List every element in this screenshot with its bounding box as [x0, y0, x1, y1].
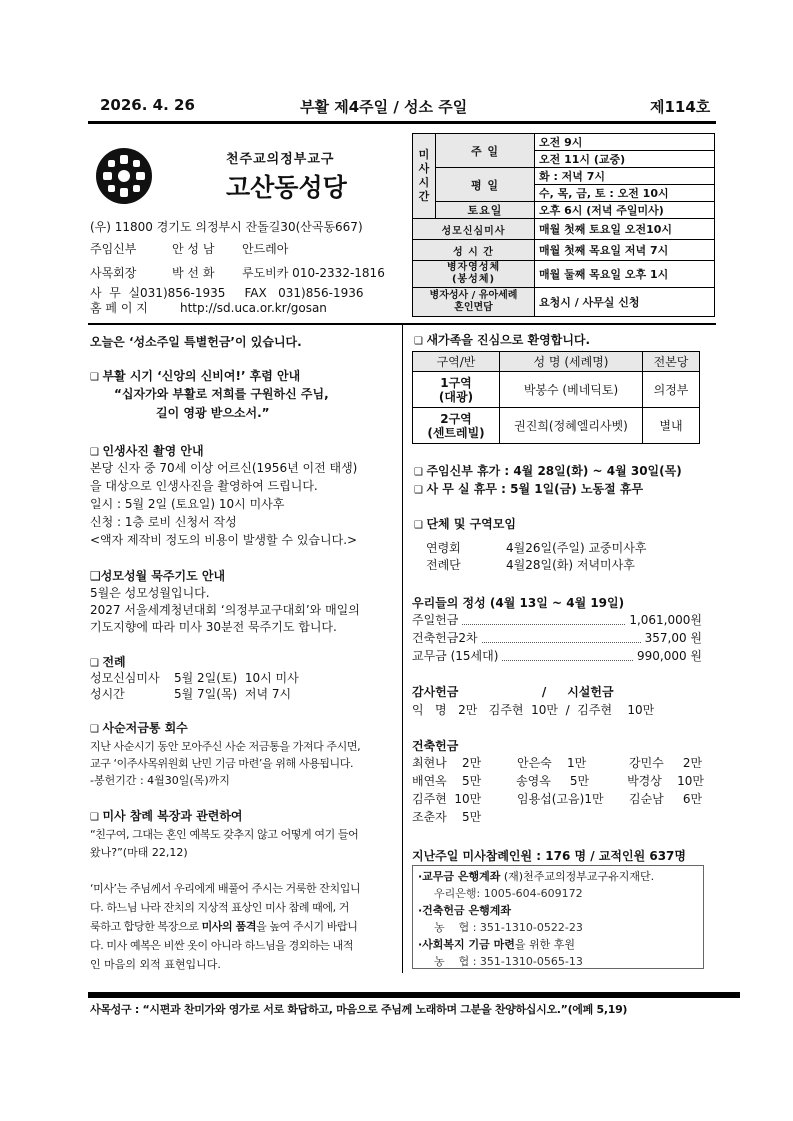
lent-line-3: -봉헌기간 : 4월30일(목)까지 [90, 774, 230, 787]
liturgy-item-1-time: 5월 2일(토) 10시 미사 [174, 671, 299, 685]
chair-info: 루도비카 010-2332-1816 [242, 266, 385, 280]
offering-row: 교무금 (15세대) 990,000 원 [412, 649, 702, 663]
list-item: 김주현 10만 임용섭(고음)1만 김순남 6만 [412, 792, 703, 806]
new-family-heading: ❑ 새가족을 진심으로 환영합니다. [414, 332, 590, 350]
offering-heading: 우리들의 정성 (4월 13일 ~ 4월 19일) [412, 596, 625, 610]
offering-row: 건축헌금2차 357,00 원 [412, 631, 702, 645]
homepage-link[interactable]: http://sd.uca.or.kr/gosan [180, 301, 327, 315]
pastor-vacation: ❑ 주임신부 휴가 : 4월 28일(화) ~ 4월 30일(목) [414, 463, 682, 481]
family-col-name: 성 명 (세례명) [500, 352, 643, 372]
bank-3-account[interactable]: 농 협 : 351-1310-0565-13 [434, 955, 583, 968]
pastor-name: 안 성 남 [172, 242, 215, 256]
group-2-time: 4월28일(화) 저녁미사후 [506, 558, 635, 572]
parish-motto: 사목성구 : “시편과 찬미가와 영가로 서로 화답하고, 마음으로 주님께 노래하며 그분을 찬양하십시오.”(에페 5,19) [90, 1003, 628, 1016]
photo-line-1: 본당 신자 중 70세 이상 어르신(1956년 이전 태생) [90, 461, 358, 475]
group-meeting-heading: ❑ 단체 및 구역모임 [414, 516, 516, 534]
issue-title: 부활 제4주일 / 성소 주일 [300, 98, 468, 116]
rosary-line-1: 5월은 성모성월입니다. [90, 586, 210, 600]
offering-list [412, 612, 702, 666]
family-row-2-prev: 별내 [643, 408, 700, 444]
photo-line-2: 을 대상으로 인생사진을 촬영하여 드립니다. [90, 479, 318, 493]
diocese-name: 천주교의정부교구 [226, 152, 335, 167]
dress-line-2: 왔나?”(마태 22,12) [90, 846, 188, 859]
rosary-heading: ❑성모성월 묵주기도 안내 [90, 569, 226, 583]
list-item: 조춘자 5만 [412, 810, 482, 824]
bank-1-title: ·교무금 은행계좌 (재)천주교의정부교구유지재단. [418, 870, 655, 883]
mary-mass-label: 성모신심미사 [413, 219, 535, 240]
dress-line-7: 인 마음의 외적 표현입니다. [90, 958, 221, 971]
easter-quote-1: “십자가와 부활로 저희를 구원하신 주님, [114, 387, 329, 401]
saturday-mass: 오후 6시 (저녁 주일미사) [535, 202, 715, 219]
rosary-line-3: 기도지향에 따라 미사 30분전 묵주기도 합니다. [90, 620, 337, 634]
weekday-label: 평 일 [436, 168, 535, 202]
photo-line-4: 신청 : 1층 로비 신청서 작성 [90, 515, 237, 529]
list-item: 배연옥 5만 송영옥 5만 박경상 10만 [412, 774, 704, 788]
building-fund-list [412, 755, 704, 827]
sunday-mass-2: 오전 11시 (교중) [535, 151, 715, 168]
chair-name: 박 선 화 [172, 266, 215, 280]
parish-address: (우) 11800 경기도 의정부시 잔돌길30(산곡동667) [90, 220, 363, 234]
dress-line-1: “친구여, 그대는 혼인 예복도 갖추지 않고 어떻게 여기 들어 [90, 828, 359, 841]
saturday-label: 토요일 [436, 202, 535, 219]
liturgy-item-2-time: 5월 7일(목) 저녁 7시 [174, 687, 292, 701]
sick-communion-label: 병자영성체 (봉성체) [413, 261, 535, 288]
office-phone: 사 무 실031)856-1935 FAX 031)856-1936 [90, 286, 364, 300]
liturgy-heading: ❑ 전례 [90, 654, 126, 672]
sunday-mass-1: 오전 9시 [535, 134, 715, 151]
column-divider [402, 325, 403, 973]
homepage-label: 홈 페 이 지 [90, 301, 148, 315]
family-row-1-area: 1구역 (대광) [413, 372, 500, 408]
new-family-table [412, 351, 700, 444]
group-1-time: 4월26일(주일) 교중미사후 [506, 541, 647, 555]
special-offering-notice: 오늘은 ‘성소주일 특별헌금’이 있습니다. [90, 335, 302, 349]
liturgy-item-1-name: 성모신심미사 [90, 671, 160, 685]
weekday-mass-2: 수, 목, 금, 토 : 오전 10시 [535, 185, 715, 202]
group-2-name: 전례단 [426, 558, 461, 572]
parish-name: 고산동성당 [226, 173, 347, 202]
easter-heading: ❑ 부활 시기 ‘신앙의 신비여!’ 후렴 안내 [90, 368, 300, 386]
family-row-2-name: 권진희(정혜엘리사벳) [500, 408, 643, 444]
dress-line-5: 룩하고 합당한 복장으로 미사의 품격을 높여 주시기 바랍니 [90, 920, 358, 933]
dress-line-3: ‘미사’는 주님께서 우리에게 배풀어 주시는 거룩한 잔치입니 [90, 882, 361, 895]
bank-1-account[interactable]: 우리은행: 1005-604-609172 [434, 887, 583, 900]
mass-schedule-table [412, 133, 715, 317]
lent-box-heading: ❑ 사순저금통 회수 [90, 720, 188, 738]
pastor-label: 주임신부 [90, 242, 137, 256]
holy-hour-time: 매월 첫째 목요일 저녁 7시 [535, 240, 715, 261]
family-col-area: 구역/반 [413, 352, 500, 372]
dress-line-4: 다. 하느님 나라 잔치의 지상적 표상인 미사 참례 때에, 거 [90, 901, 350, 914]
dress-line-6: 다. 미사 예복은 비싼 옷이 아니라 하느님을 경외하는 내적 [90, 939, 354, 952]
lent-line-1: 지난 사순시기 동안 모아주신 사순 저금통을 가져다 주시면, [90, 740, 361, 753]
sacrament-label: 병자성사 / 유아세례 혼인면담 [413, 288, 535, 317]
building-fund-heading: 건축헌금 [412, 739, 459, 753]
photo-line-3: 일시 : 5월 2일 (토요일) 10시 미사후 [90, 497, 285, 511]
bank-2-title: ·건축헌금 은행계좌 [418, 904, 512, 917]
sick-communion-time: 매월 둘째 목요일 오후 1시 [535, 261, 715, 288]
issue-number: 제114호 [650, 98, 711, 116]
liturgy-item-2-name: 성시간 [90, 687, 125, 701]
offering-row: 주일헌금 1,061,000원 [412, 613, 702, 627]
family-row-1-prev: 의정부 [643, 372, 700, 408]
family-row-1-name: 박봉수 (베네딕토) [500, 372, 643, 408]
thanks-line: 익 명 2만 김주현 10만 / 김주현 10만 [412, 703, 655, 717]
holy-hour-label: 성 시 간 [413, 240, 535, 261]
sunday-label: 주 일 [436, 134, 535, 168]
easter-quote-2: 길이 영광 받으소서.” [156, 406, 270, 420]
rosary-line-2: 2027 서울세계청년대회 ‘의정부교구대회’와 매일의 [90, 603, 360, 617]
lent-line-2: 교구 ‘이주사목위원회 난민 기금 마련’을 위해 사용됩니다. [90, 757, 354, 770]
mass-side-label: 미 사 시 간 [413, 134, 436, 219]
sacrament-info: 요청시 / 사무실 신청 [535, 288, 715, 317]
thanks-heading: 감사헌금 / 시설헌금 [412, 685, 614, 699]
office-closed: ❑ 사 무 실 휴무 : 5월 1일(금) 노동절 휴무 [414, 481, 643, 499]
bank-2-account[interactable]: 농 협 : 351-1310-0522-23 [434, 921, 583, 934]
chair-label: 사목회장 [90, 266, 137, 280]
family-col-prev: 전본당 [643, 352, 700, 372]
parish-logo-icon [95, 147, 153, 205]
footer-rule [88, 992, 740, 998]
weekday-mass-1: 화 : 저녁 7시 [535, 168, 715, 185]
attendance: 지난주일 미사참례인원 : 176 명 / 교적인원 637명 [412, 849, 686, 863]
family-row-2-area: 2구역 (센트레빌) [413, 408, 500, 444]
dress-heading: ❑ 미사 참례 복장과 관련하여 [90, 808, 243, 826]
header-rule [88, 121, 716, 124]
issue-date: 2026. 4. 26 [100, 96, 195, 114]
pastor-baptism: 안드레아 [242, 242, 289, 256]
group-1-name: 연령회 [426, 541, 461, 555]
photo-heading: ❑ 인생사진 촬영 안내 [90, 443, 204, 461]
list-item: 최현나 2만 안은숙 1만 강민수 2만 [412, 756, 703, 770]
bank-3-title: ·사회복지 기금 마련을 위한 후원 [418, 938, 575, 951]
photo-line-5: <액자 제작비 정도의 비용이 발생할 수 있습니다.> [90, 533, 358, 547]
mary-mass-time: 매월 첫째 토요일 오전10시 [535, 219, 715, 240]
